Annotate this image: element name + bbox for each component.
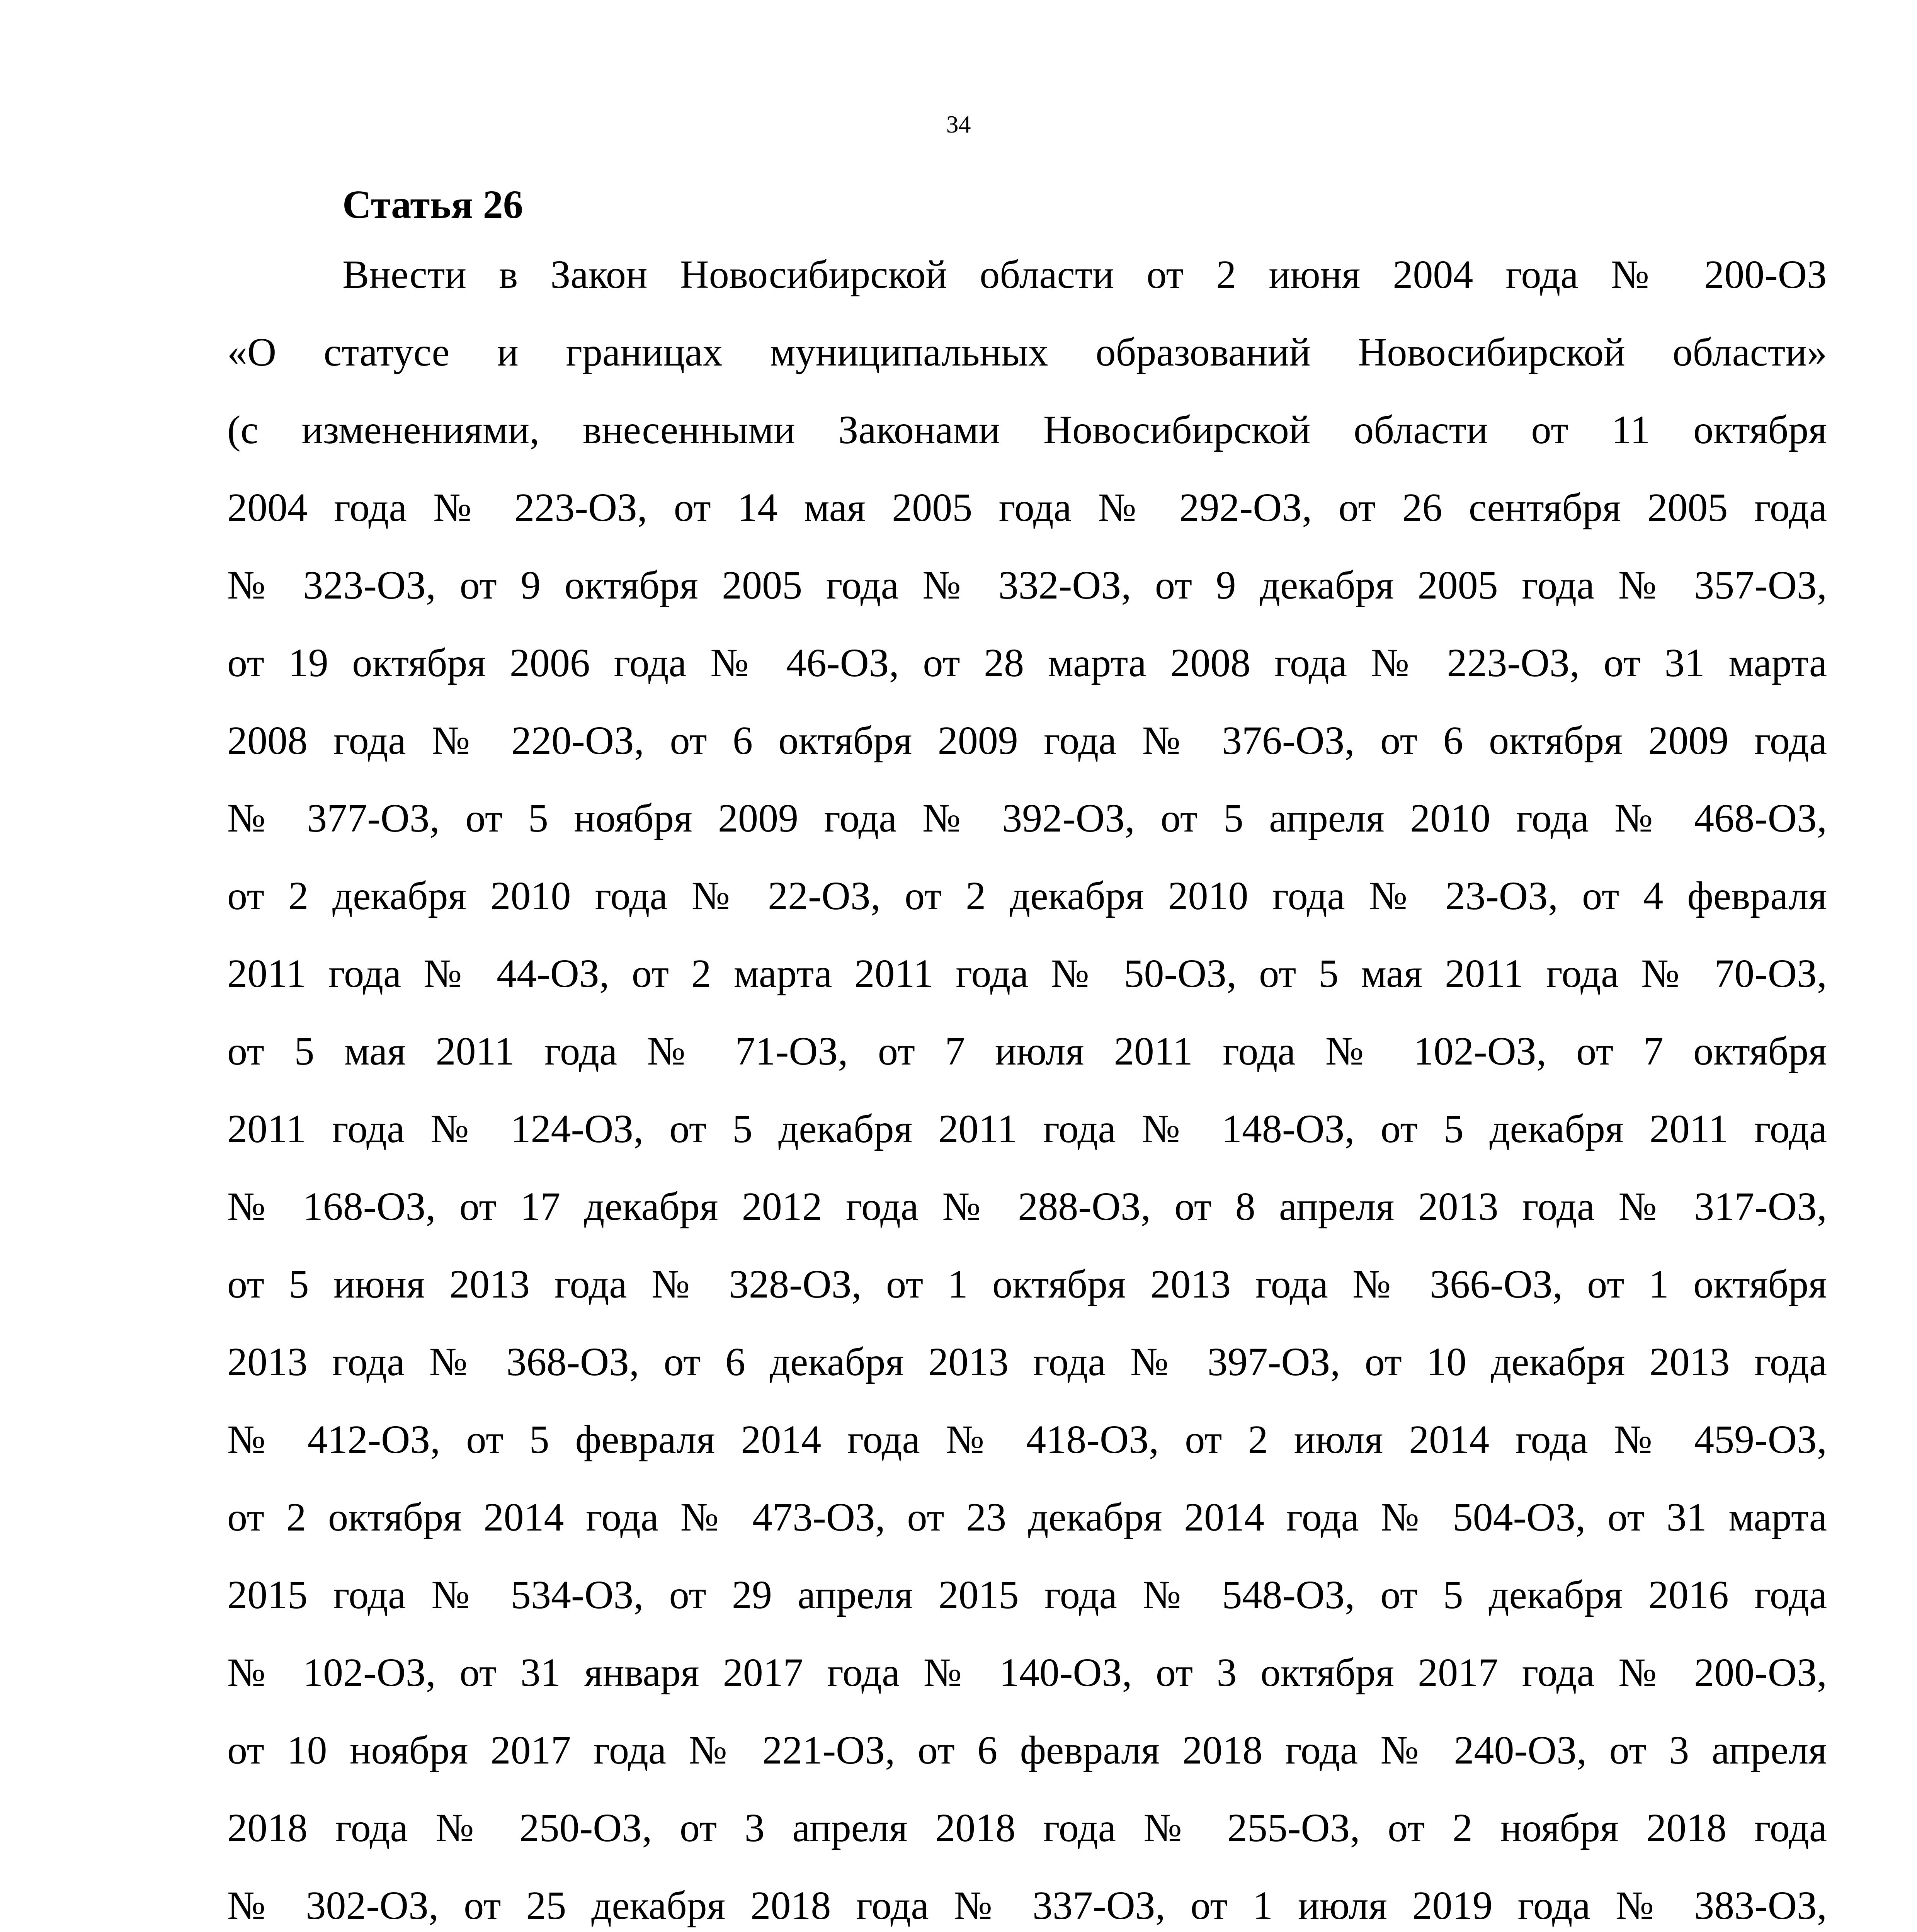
page-number: 34 [946, 111, 971, 138]
text-line: 2013 года № 368-ОЗ, от 6 декабря 2013 года № 397-ОЗ, от 10 декабря 2013 года [227, 1340, 1827, 1384]
article-heading: Статья 26 [342, 182, 523, 227]
text-line: № 302-ОЗ, от 25 декабря 2018 года № 337-ОЗ, от 1 июля 2019 года № 383-ОЗ, [227, 1883, 1827, 1928]
text-line: № 102-ОЗ, от 31 января 2017 года № 140-ОЗ, от 3 октября 2017 года № 200-ОЗ, [227, 1650, 1827, 1695]
text-line: от 10 ноября 2017 года № 221-ОЗ, от 6 февраля 2018 года № 240-ОЗ, от 3 апреля [227, 1728, 1827, 1772]
text-line: 2011 года № 124-ОЗ, от 5 декабря 2011 года № 148-ОЗ, от 5 декабря 2011 года [227, 1107, 1827, 1151]
text-line: 2011 года № 44-ОЗ, от 2 марта 2011 года № 50-ОЗ, от 5 мая 2011 года № 70-ОЗ, [227, 951, 1827, 996]
text-line: № 323-ОЗ, от 9 октября 2005 года № 332-ОЗ, от 9 декабря 2005 года № 357-ОЗ, [227, 563, 1827, 607]
text-line: 2015 года № 534-ОЗ, от 29 апреля 2015 года № 548-ОЗ, от 5 декабря 2016 года [227, 1573, 1827, 1617]
text-line: 2008 года № 220-ОЗ, от 6 октября 2009 года № 376-ОЗ, от 6 октября 2009 года [227, 718, 1827, 763]
text-line: «О статусе и границах муниципальных образований Новосибирской области» [227, 330, 1827, 374]
text-line: от 5 июня 2013 года № 328-ОЗ, от 1 октября 2013 года № 366-ОЗ, от 1 октября [227, 1262, 1827, 1306]
text-line: № 168-ОЗ, от 17 декабря 2012 года № 288-ОЗ, от 8 апреля 2013 года № 317-ОЗ, [227, 1184, 1827, 1229]
text-line: 2004 года № 223-ОЗ, от 14 мая 2005 года № 292-ОЗ, от 26 сентября 2005 года [227, 485, 1827, 530]
text-line: от 5 мая 2011 года № 71-ОЗ, от 7 июля 2011 года № 102-ОЗ, от 7 октября [227, 1029, 1827, 1073]
text-line: 2018 года № 250-ОЗ, от 3 апреля 2018 года № 255-ОЗ, от 2 ноября 2018 года [227, 1806, 1827, 1850]
text-line: от 2 октября 2014 года № 473-ОЗ, от 23 декабря 2014 года № 504-ОЗ, от 31 марта [227, 1495, 1827, 1539]
text-line: № 377-ОЗ, от 5 ноября 2009 года № 392-ОЗ, от 5 апреля 2010 года № 468-ОЗ, [227, 796, 1827, 840]
text-line: (с изменениями, внесенными Законами Новосибирской области от 11 октября [227, 408, 1827, 452]
text-line: Внести в Закон Новосибирской области от 2 июня 2004 года № 200-ОЗ [342, 252, 1827, 297]
text-line: от 19 октября 2006 года № 46-ОЗ, от 28 марта 2008 года № 223-ОЗ, от 31 марта [227, 641, 1827, 685]
text-line: от 2 декабря 2010 года № 22-ОЗ, от 2 декабря 2010 года № 23-ОЗ, от 4 февраля [227, 874, 1827, 918]
text-line: № 412-ОЗ, от 5 февраля 2014 года № 418-ОЗ, от 2 июля 2014 года № 459-ОЗ, [227, 1417, 1827, 1462]
article-body [227, 236, 1827, 1932]
